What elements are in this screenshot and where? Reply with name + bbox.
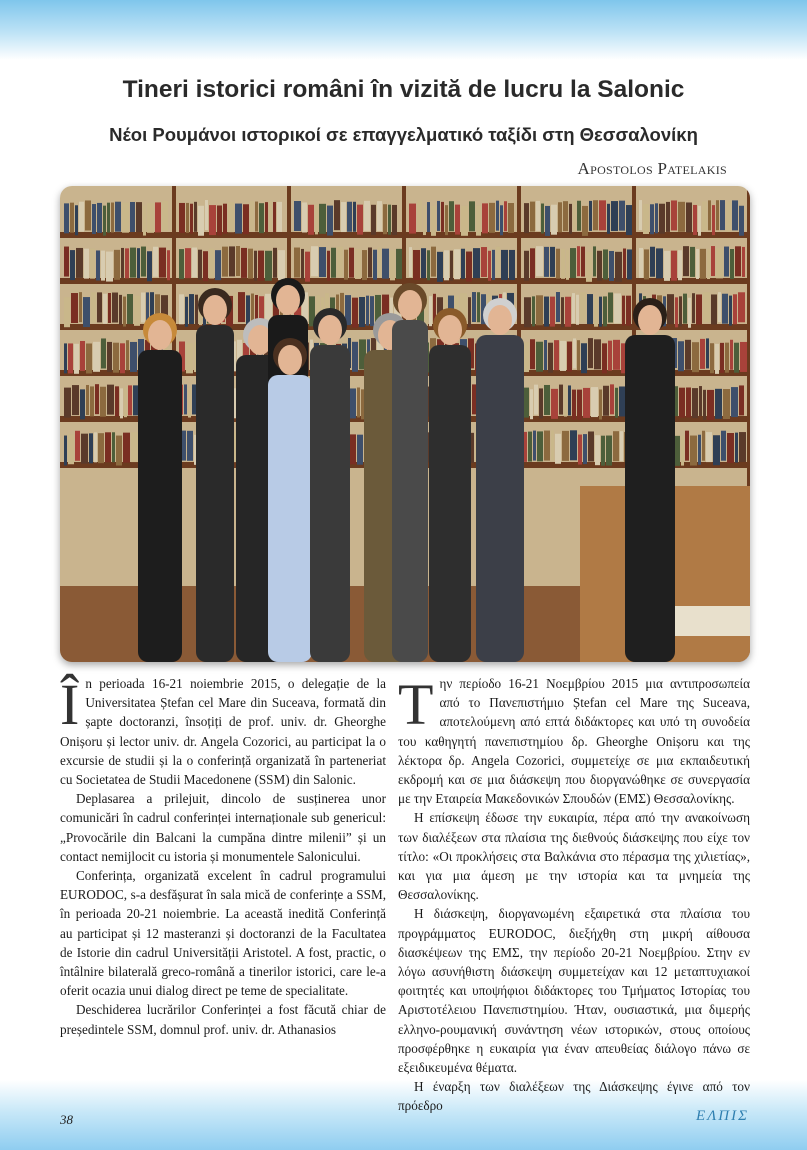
greek-text-column: [398, 674, 750, 1116]
page-number: 38: [60, 1112, 73, 1127]
paragraph: Conferința, organizată excelent în cadrul programului EURODOC, s-a desfășurat în sala mică de conferințe a SSM, în perioada 20-21 noiembrie. La această inedită Conferință au participat și 12 masteranzi și doctoranzi de la Facultatea de Istorie din cadrul Universității Aristotel. A fost, practic, o întâlnire bilaterală greco-română a tinerilor istorici, care le-a oferit ocazia unui dialog direct pe teme de specialitate.: [60, 868, 386, 999]
paragraph: Η επίσκεψη έδωσε την ευκαιρία, πέρα από την ανακοίνωση των διαλέξεων στα πλαίσια της διεθνούς διάσκεψης που είχε τον τίτλο: «Οι προκλήσεις στα Βαλκάνια στο πέρασμα της χιλιετίας», και για μια άμεση με την ιστορία και τα μνημεία της Θεσσαλονίκης.: [398, 810, 750, 903]
group-photo-library-icon: [60, 186, 750, 662]
dropcap-romanian: Î: [60, 672, 80, 737]
paragraph: Deschiderea lucrărilor Conferinței a fost făcută chiar de președintele SSM, domnul prof. univ. dr. Athanasios: [60, 1002, 386, 1037]
article-title-greek: Νέοι Ρουμάνοι ιστορικοί σε επαγγελματικό ταξίδι στη Θεσσαλονίκη: [109, 124, 698, 145]
paragraph: ην περίοδο 16-21 Νοεμβρίου 2015 μια αντιπροσωπεία από το Πανεπιστήμιο Ștefan cel Mare της Suceava, αποτελούμενη από επτά διδάκτορες και υπό τη συνοδεία του καθηγητή πανεπιστημίου δρ. Gheorghe Onișoru και της λέκτορα δρ. Angela Cozorici, συμμετείχε σε μια εκπαιδευτική εκδρομή και σε μια διάσκεψη που διοργανώθηκε σε συνεργασία με την Εταιρεία Μακεδονικών Σπουδών (ΕΜΣ) Θεσσαλονίκης.: [398, 676, 750, 807]
paragraph: n perioada 16-21 noiembrie 2015, o delegație de la Universitatea Ștefan cel Mare din Suceava, formată din șapte doctoranzi, însoțiți de prof. univ. dr. Gheorghe Onișoru și lector univ. dr. Angela Cozorici, au participat la o excursie de studii și la o conferință organizată în parteneriat cu Societatea de Studii Macedonene (SSM) din Salonic.: [60, 676, 386, 788]
paragraph: Η διάσκεψη, διοργανωμένη εξαιρετικά στα πλαίσια του προγράμματος EURODOC, διεξήχθη στη μικρή αίθουσα διασκέψεων της ΕΜΣ, την περίοδο 20-21 Νοεμβρίου. Στην εν λόγω ασυνήθιστη διάσκεψη συμμετείχαν και 12 μεταπτυχιακοί φοιτητές και υποψήφιοι διδάκτορες του Τμήματος Ιστορίας του Αριστοτέλειου Πανεπιστημίου. Ήταν, ουσιαστικά, μια διμερής ελληνο-ρουμανική συνάντηση νέων ιστορικών, στους οποίους προσφέρθηκε η ευκαιρία για έναν απευθείας διάλογο πάνω σε εξειδικευμένα θέματα.: [398, 906, 750, 1076]
top-color-band: [0, 0, 807, 60]
paragraph: Η έναρξη των διαλέξεων της Διάσκεψης έγινε από τον πρόεδρο: [398, 1079, 750, 1114]
magazine-name: ΕΛΠΙΣ: [696, 1108, 749, 1124]
dropcap-greek: Τ: [398, 672, 434, 737]
romanian-text-column: [60, 674, 386, 1039]
group-photo: [60, 186, 750, 662]
author-name: Apostolos Patelakis: [577, 159, 727, 178]
paragraph: Deplasarea a prilejuit, dincolo de susținerea unor comunicări în cadrul conferinței internaționale sub genericul: „Provocările din Balcani la cumpăna dintre milenii” și un contact nemijlocit cu istoria și monumentele Salonicului.: [60, 791, 386, 864]
article-title-romanian: Tineri istorici români în vizită de lucru la Salonic: [122, 76, 685, 103]
